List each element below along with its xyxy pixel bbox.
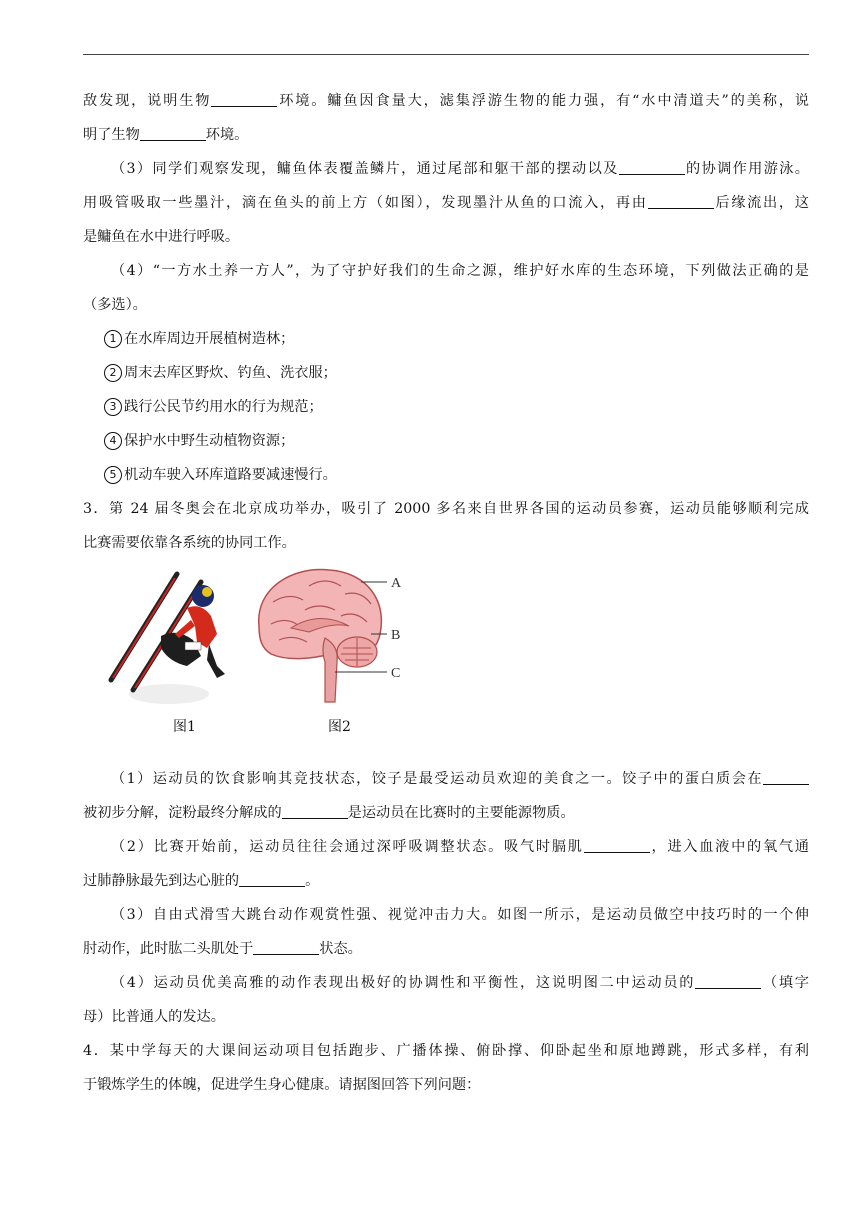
text: （3）同学们观察发现，鳙鱼体表覆盖鳞片，通过尾部和躯干部的摆动以及 — [111, 161, 619, 177]
text: 被初步分解，淀粉最终分解成的 — [83, 805, 282, 821]
option-item — [83, 424, 809, 458]
text: 用吸管吸取一些墨汁，滴在鱼头的前上方（如图），发现墨汁从鱼的口流入，再由 — [83, 195, 648, 211]
answer-blank[interactable] — [140, 124, 206, 141]
text: （2）比赛开始前，运动员往往会通过深呼吸调整状态。吸气时膈肌 — [111, 839, 584, 855]
text: 后缘流出，这 — [713, 195, 809, 211]
brain-diagram — [249, 562, 409, 712]
q2-part4-line-1: （4）“一方水土养一方人”，为了守护好我们的生命之源，维护好水库的生态环境，下列做法正确的是 — [111, 263, 809, 279]
q3-part4-line-1 — [83, 966, 809, 1000]
q2-line-1 — [83, 84, 809, 118]
q3-stem-line-2: 比赛需要依靠各系统的协同工作。 — [83, 535, 296, 551]
option-text: 保护水中野生动植物资源； — [124, 433, 295, 449]
text: 肘动作，此时肱二头肌处于 — [83, 941, 254, 957]
text: （填字 — [761, 975, 809, 991]
option-text: 践行公民节约用水的行为规范； — [124, 399, 323, 415]
q2-line-2 — [83, 118, 809, 152]
q3-part2-line-2 — [83, 864, 809, 898]
text: 的协调作用游泳。 — [684, 161, 809, 177]
text: （1）运动员的饮食影响其竞技状态，饺子是最受运动员欢迎的美食之一。饺子中的蛋白质会在 — [111, 771, 763, 787]
q3-part1-line-2 — [83, 796, 809, 830]
answer-blank[interactable] — [239, 870, 305, 887]
header-rule — [83, 54, 809, 55]
q3-figures — [83, 560, 809, 762]
text: 是运动员在比赛时的主要能源物质。 — [347, 805, 575, 821]
q2-part3-line-2 — [83, 186, 809, 220]
text: 环境。 — [205, 127, 249, 143]
option-text: 在水库周边开展植树造林； — [124, 331, 295, 347]
answer-blank[interactable] — [282, 802, 348, 819]
q2-part4-line-2: （多选）。 — [83, 297, 147, 313]
q3-part1-line-1 — [83, 762, 809, 796]
q2-part3-line-1 — [83, 152, 809, 186]
option-text: 机动车驶入环库道路要减速慢行。 — [124, 467, 337, 483]
text: 环境。鳙鱼因食量大，滤集浮游生物的能力强，有“水中清道夫”的美称，说 — [277, 93, 809, 109]
label-a: A — [391, 576, 402, 591]
text: ，进入血液中的氧气通 — [649, 839, 809, 855]
figure-1-caption: 图1 — [173, 719, 196, 735]
answer-blank[interactable] — [211, 90, 277, 107]
q2-part3-line-3: 是鳙鱼在水中进行呼吸。 — [83, 229, 240, 245]
text: 敌发现，说明生物 — [83, 93, 212, 109]
circled-number-icon: 3 — [104, 398, 122, 416]
option-item — [83, 458, 809, 492]
option-item — [83, 390, 809, 424]
q3-part4-line-2: 母）比普通人的发达。 — [83, 1009, 225, 1025]
circled-number-icon: 5 — [104, 466, 122, 484]
option-text: 周末去库区野炊、钓鱼、洗衣服； — [124, 365, 337, 381]
figure-2-caption: 图2 — [328, 719, 351, 735]
answer-blank[interactable] — [584, 836, 650, 853]
text: 明了生物 — [83, 127, 140, 143]
label-b: B — [391, 628, 401, 643]
q3-part2-line-1 — [83, 830, 809, 864]
circled-number-icon: 2 — [104, 364, 122, 382]
option-item — [83, 356, 809, 390]
label-c: C — [391, 666, 401, 681]
text: 状态。 — [319, 941, 362, 957]
answer-blank[interactable] — [648, 192, 714, 209]
answer-blank[interactable] — [253, 938, 319, 955]
q3-part3-line-2 — [83, 932, 809, 966]
text: 过肺静脉最先到达心脏的 — [83, 873, 240, 889]
circled-number-icon: 4 — [104, 432, 122, 450]
q4-line-1: 4．某中学每天的大课间运动项目包括跑步、广播体操、俯卧撑、仰卧起坐和原地蹲跳，形式多样，有利 — [83, 1043, 809, 1059]
text: 。 — [305, 873, 320, 889]
q3-stem-line-1: 3．第 24 届冬奥会在北京成功举办，吸引了 2000 多名来自世界各国的运动员参赛，运动员能够顺利完成 — [83, 501, 809, 517]
q4-line-2: 于锻炼学生的体魄，促进学生身心健康。请据图回答下列问题： — [83, 1077, 481, 1093]
text: （4）运动员优美高雅的动作表现出极好的协调性和平衡性，这说明图二中运动员的 — [111, 975, 696, 991]
page-content — [83, 84, 809, 1102]
q3-part3-line-1: （3）自由式滑雪大跳台动作观赏性强、视觉冲击力大。如图一所示，是运动员做空中技巧时的一个伸 — [111, 907, 809, 923]
answer-blank[interactable] — [619, 158, 685, 175]
answer-blank[interactable] — [695, 972, 761, 989]
option-item — [83, 322, 809, 356]
answer-blank[interactable] — [763, 768, 809, 785]
skier-figure — [99, 562, 229, 712]
circled-number-icon: 1 — [104, 330, 122, 348]
